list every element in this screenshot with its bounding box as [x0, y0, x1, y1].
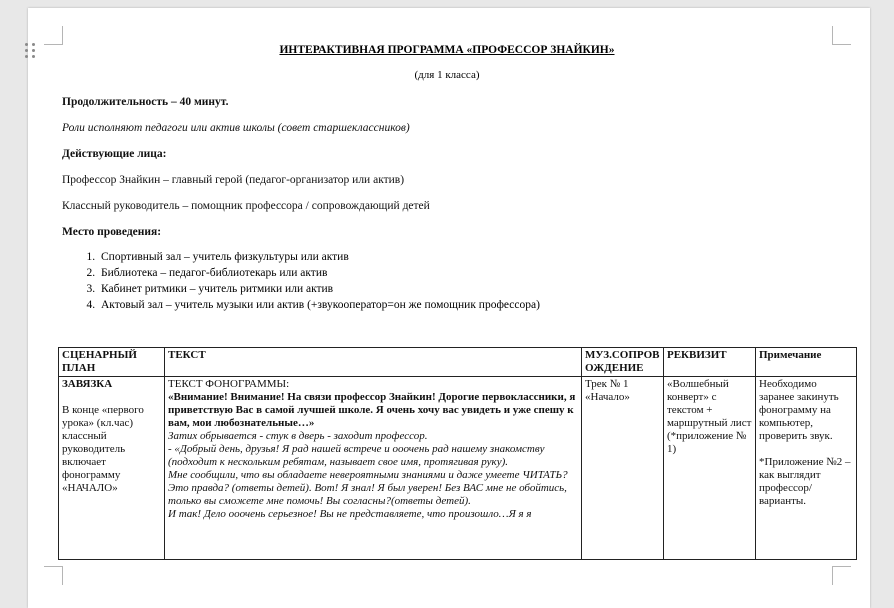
places-list [62, 249, 540, 313]
cell-music [582, 377, 664, 560]
professor-speech-3: И так! Дело ооочень серьезное! Вы не представляете, что произошло…Я я я [168, 508, 532, 520]
header-plan: СЦЕНАРНЫЙ ПЛАН [59, 348, 165, 377]
list-item: 4. Актовый зал – учитель музыки или актив (+звукооператор=он же помощник профессора) [98, 297, 540, 313]
music-track: Трек № 1 «Начало» [585, 378, 630, 403]
characters-heading: Действующие лица: [62, 148, 167, 160]
text-label: ТЕКСТ ФОНОГРАММЫ: [168, 378, 290, 390]
roles-note: Роли исполняют педагоги или актив школы (совет старшеклассников) [62, 122, 410, 134]
table-row [59, 377, 857, 560]
places-heading: Место проведения: [62, 226, 162, 238]
crop-mark-bottom-left [44, 566, 63, 585]
crop-mark-top-left [44, 26, 63, 45]
cell-props [664, 377, 756, 560]
header-notes: Примечание [756, 348, 857, 377]
crop-mark-bottom-right [832, 566, 851, 585]
professor-speech-2: Мне сообщили, что вы обладаете невероятными знаниями и даже умеете ЧИТАТЬ? Это правда? (ответы детей). Вот! Я знал! Я был уверен! Без ВАС мне не обойтись, только вы сможете мне помочь! Вы согласны?(ответы детей). [168, 469, 568, 507]
character-teacher: Классный руководитель – помощник профессора / сопровождающий детей [62, 200, 430, 212]
cell-text[interactable] [165, 377, 582, 560]
phonogram-text: «Внимание! Внимание! На связи профессор Знайкин! Дорогие первоклассники, я приветствую Вас в самой лучшей школе. Я очень хочу вас увидеть и уже спешу к вам, мои любознательные…» [168, 391, 576, 429]
plan-body: В конце «первого урока» (кл.час) классный руководитель включает фонограмму «НАЧАЛО» [62, 404, 144, 494]
notes-1: Необходимо заранее закинуть фонограмму на компьютер, проверить звук. [759, 378, 839, 442]
character-professor: Профессор Знайкин – главный герой (педагог-организатор или актив) [62, 174, 405, 186]
stage-direction: Затих обрывается - стук в дверь - заходит профессор. [168, 430, 428, 442]
props-text: «Волшебный конверт» с текстом + маршрутный лист (*приложение № 1) [667, 378, 752, 455]
header-text: ТЕКСТ [165, 348, 582, 377]
duration-line: Продолжительность – 40 минут. [62, 96, 229, 108]
header-props: РЕКВИЗИТ [664, 348, 756, 377]
crop-mark-top-right [832, 26, 851, 45]
notes-2: *Приложение №2 – как выглядит профессор/варианты. [759, 456, 851, 507]
header-music: МУЗ.СОПРОВОЖДЕНИЕ [582, 348, 664, 377]
document-title: ИНТЕРАКТИВНАЯ ПРОГРАММА «ПРОФЕССОР ЗНАЙКИН» [279, 44, 615, 56]
table-header-row [59, 348, 857, 377]
list-item: 1. Спортивный зал – учитель физкультуры или актив [98, 249, 540, 265]
plan-title: ЗАВЯЗКА [62, 378, 113, 390]
list-item: 2. Библиотека – педагог-библиотекарь или актив [98, 265, 540, 281]
cell-notes [756, 377, 857, 560]
cell-plan [59, 377, 165, 560]
professor-speech-1: - «Добрый день, друзья! Я рад нашей встрече и ооочень рад нашему знакомству (подходит к нескольким ребятам, называет свое имя, протягивая руку). [168, 443, 545, 468]
document-subtitle: (для 1 класса) [414, 69, 480, 81]
scenario-table [58, 347, 857, 560]
list-item: 3. Кабинет ритмики – учитель ритмики или актив [98, 281, 540, 297]
